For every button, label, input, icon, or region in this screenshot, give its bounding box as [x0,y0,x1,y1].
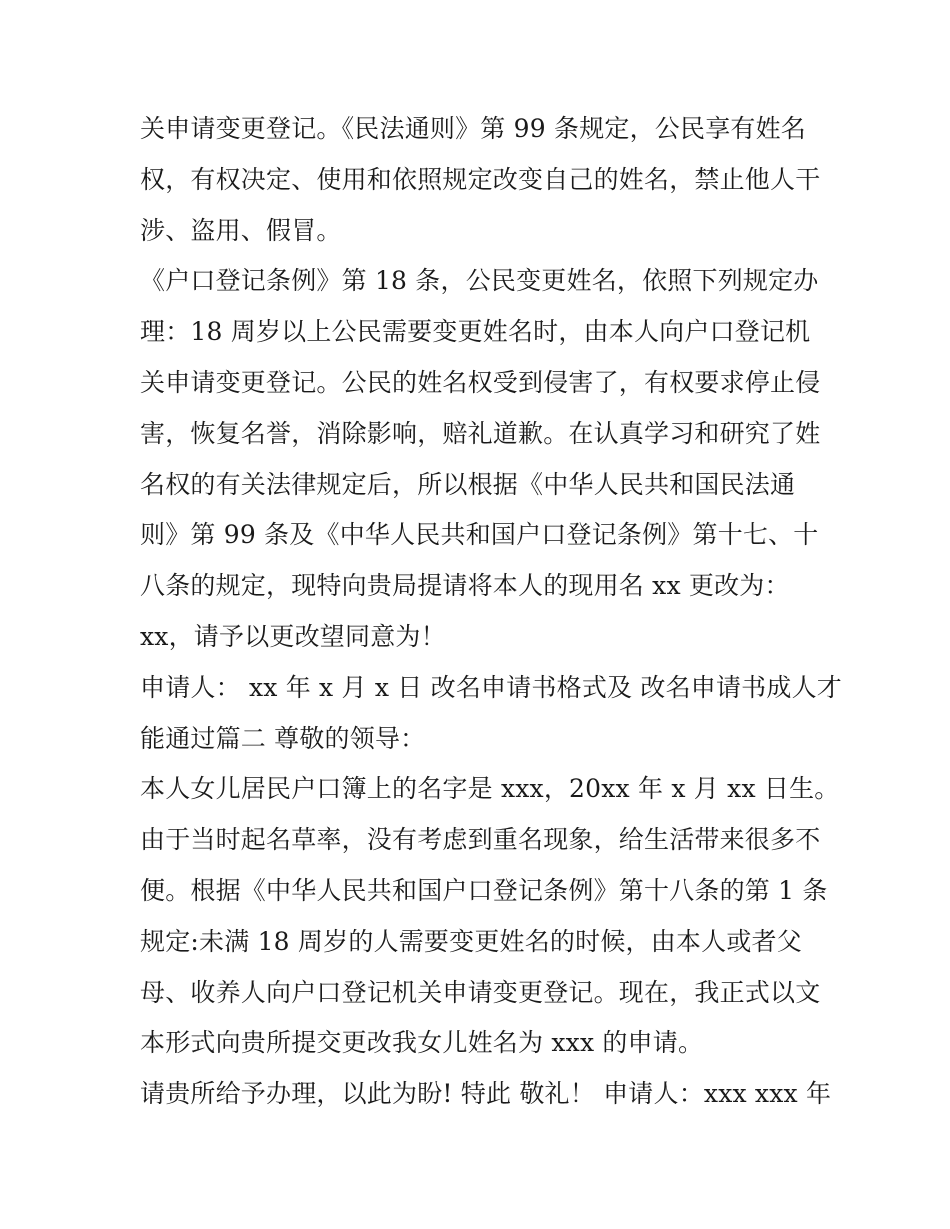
text-line: 由于当时起名草率，没有考虑到重名现象，给生活带来很多不 [140,825,821,855]
text-line: 申请人： xx 年 x 月 x 日 改名申请书格式及 改名申请书成人才 [140,672,842,702]
text-line: 理：18 周岁以上公民需要变更姓名时，由本人向户口登记机 [140,317,811,347]
text-line: 母、收养人向户口登记机关申请变更登记。现在，我正式以文 [140,977,821,1007]
text-line: 能通过篇二 尊敬的领导： [140,723,426,753]
text-line: 则》第 99 条及《中华人民共和国户口登记条例》第十七、十 [140,520,819,550]
text-line: 涉、盗用、假冒。 [140,215,342,245]
text-line: 规定:未满 18 周岁的人需要变更姓名的时候，由本人或者父 [140,926,802,956]
body-text [140,104,842,1120]
text-line: 关申请变更登记。公民的姓名权受到侵害了，有权要求停止侵 [140,367,821,397]
text-line: 《户口登记条例》第 18 条，公民变更姓名，依照下列规定办 [140,266,819,296]
text-line: 关申请变更登记。《民法通则》第 99 条规定，公民享有姓名 [140,114,807,143]
text-line: 害，恢复名誉，消除影响，赔礼道歉。在认真学习和研究了姓 [140,418,821,448]
text-line: 名权的有关法律规定后，所以根据《中华人民共和国民法通 [140,469,796,499]
text-line: 本形式向贵所提交更改我女儿姓名为 xxx 的申请。 [140,1028,704,1058]
text-line: 便。根据《中华人民共和国户口登记条例》第十八条的第 1 条 [140,875,828,905]
text-line: 八条的规定，现特向贵局提请将本人的现用名 xx 更改为： [140,571,790,601]
text-line: xx，请予以更改望同意为！ [140,621,446,651]
text-line: 请贵所给予办理，以此为盼! 特此 敬礼！ 申请人：xxx xxx 年 [140,1079,832,1109]
text-line: 本人女儿居民户口簿上的名字是 xxx，20xx 年 x 月 xx 日生。 [140,774,840,804]
text-line: 权，有权决定、使用和依照规定改变自己的姓名，禁止他人干 [140,164,821,194]
